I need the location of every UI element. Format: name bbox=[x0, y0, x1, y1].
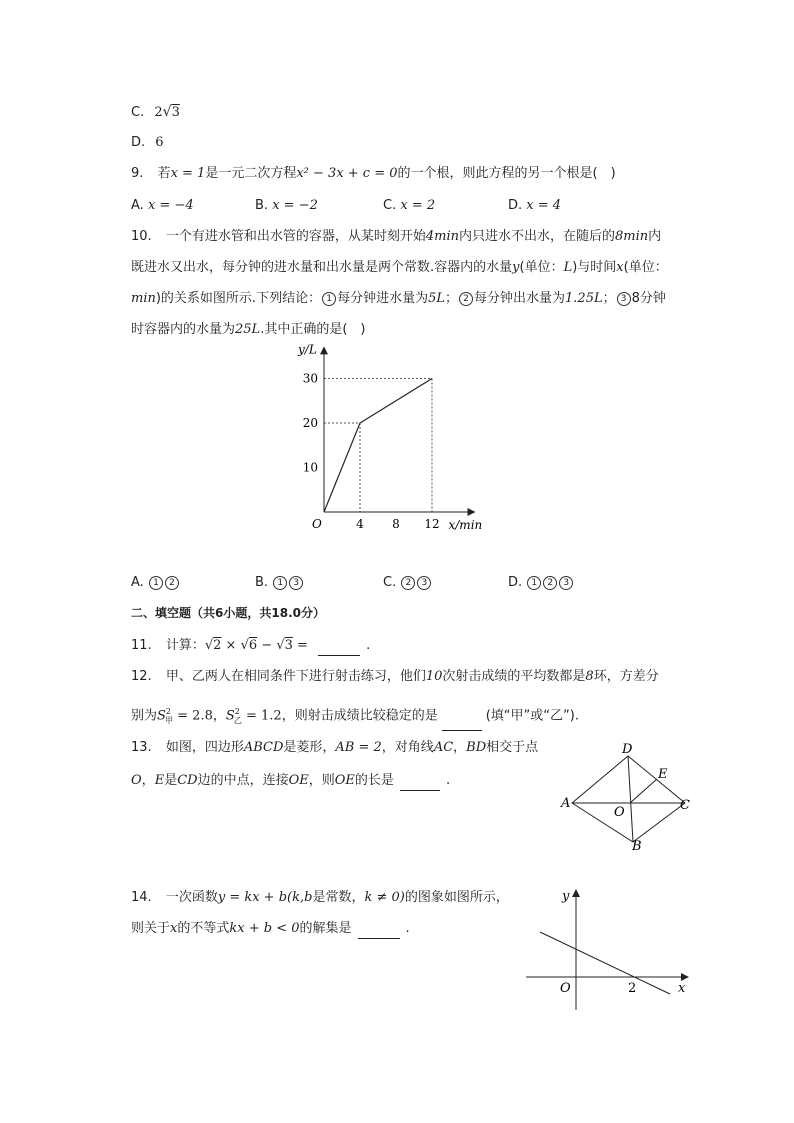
q10-option-d: D. 1 2 3 bbox=[508, 573, 574, 593]
q9-option-d: D. x = 4 bbox=[508, 198, 562, 213]
q14-answer-blank[interactable] bbox=[358, 924, 400, 939]
q12-line-2: 别为$S^2_甲 = 2.8$，$S^2_乙 = 1.2$，则射击成绩比较稳定的是 (填“甲”或“乙”). bbox=[131, 702, 579, 731]
series-line bbox=[324, 379, 432, 513]
label-d: D bbox=[622, 742, 633, 757]
x-tick-label: 8 bbox=[392, 517, 400, 531]
q10-line-2: 既进水又出水，每分钟的进水量和出水量是两个常数.容器内的水量y(单位：L)与时间x(单位： bbox=[131, 260, 668, 275]
q10-water-volume-graph bbox=[290, 340, 510, 540]
q8-option-d: D. 6 bbox=[131, 135, 164, 150]
label-b: B bbox=[632, 839, 642, 854]
q11-stem: 11. 计算：√2 × √6 − √3 = . bbox=[131, 636, 370, 656]
q14-line-1: 14. 一次函数y = kx + b(k,b是常数，k ≠ 0)的图象如图所示， bbox=[131, 890, 509, 905]
section-2-heading: 二、填空题（共6小题，共18.0分） bbox=[131, 606, 326, 620]
x-axis-label: x/min bbox=[448, 518, 483, 532]
x-tick-label: 4 bbox=[356, 517, 364, 531]
q8-option-c: C. 2√3 bbox=[131, 104, 180, 120]
y-tick-label: 20 bbox=[302, 416, 318, 430]
q13-answer-blank[interactable] bbox=[400, 776, 440, 791]
q10-option-c: C. 2 3 bbox=[383, 573, 432, 593]
origin-label: O bbox=[312, 517, 322, 531]
diagonal-bd bbox=[628, 756, 633, 842]
q11-answer-blank[interactable] bbox=[318, 641, 360, 656]
q9-option-a: A. x = −4 bbox=[131, 198, 194, 213]
y-axis-label: y/L bbox=[298, 342, 317, 357]
label-a: A bbox=[561, 796, 571, 811]
label-o: O bbox=[614, 805, 625, 820]
q10-line-1: 10. 一个有进水管和出水管的容器，从某时刻开始4min内只进水不出水，在随后的8min内 bbox=[131, 229, 662, 244]
x-tick-label: 12 bbox=[424, 517, 440, 531]
label-e: E bbox=[658, 767, 668, 782]
y-tick-label: 30 bbox=[302, 371, 318, 386]
q13-rhombus-figure bbox=[558, 738, 698, 854]
q10-option-b: B. 1 3 bbox=[255, 573, 304, 593]
q12-line-1: 12. 甲、乙两人在相同条件下进行射击练习，他们10次射击成绩的平均数都是8环，方差分 bbox=[131, 669, 659, 684]
label-two: 2 bbox=[628, 981, 637, 996]
label-x: x bbox=[678, 981, 686, 996]
q10-option-a: A. 1 2 bbox=[131, 573, 180, 593]
q13-line-2: O，E是CD边的中点，连接OE，则OE的长是 . bbox=[131, 771, 450, 791]
q14-linear-function-graph bbox=[520, 884, 695, 1014]
y-tick-label: 10 bbox=[302, 460, 318, 475]
q9-option-c: C. x = 2 bbox=[383, 198, 436, 213]
q10-line-4: 时容器内的水量为25L.其中正确的是( ) bbox=[131, 322, 366, 337]
q9-option-b: B. x = −2 bbox=[255, 198, 318, 213]
label-y: y bbox=[562, 889, 570, 904]
segment-oe bbox=[630, 779, 657, 803]
q12-answer-blank[interactable] bbox=[442, 716, 482, 731]
q10-line-3: min)的关系如图所示.下列结论： 1 每分钟进水量为5L； 2 每分钟出水量为1.25L； 3 8分钟 bbox=[131, 291, 666, 306]
q14-line-2: 则关于x的不等式kx + b < 0的解集是 . bbox=[131, 919, 410, 939]
label-origin: O bbox=[560, 981, 571, 996]
label-c: C bbox=[680, 798, 690, 813]
q9-stem: 9. 若x = 1是一元二次方程x² − 3x + c = 0的一个根，则此方程的另一个根是( ) bbox=[131, 166, 616, 181]
q13-line-1: 13. 如图，四边形ABCD是菱形，AB = 2，对角线AC，BD相交于点 bbox=[131, 740, 539, 755]
